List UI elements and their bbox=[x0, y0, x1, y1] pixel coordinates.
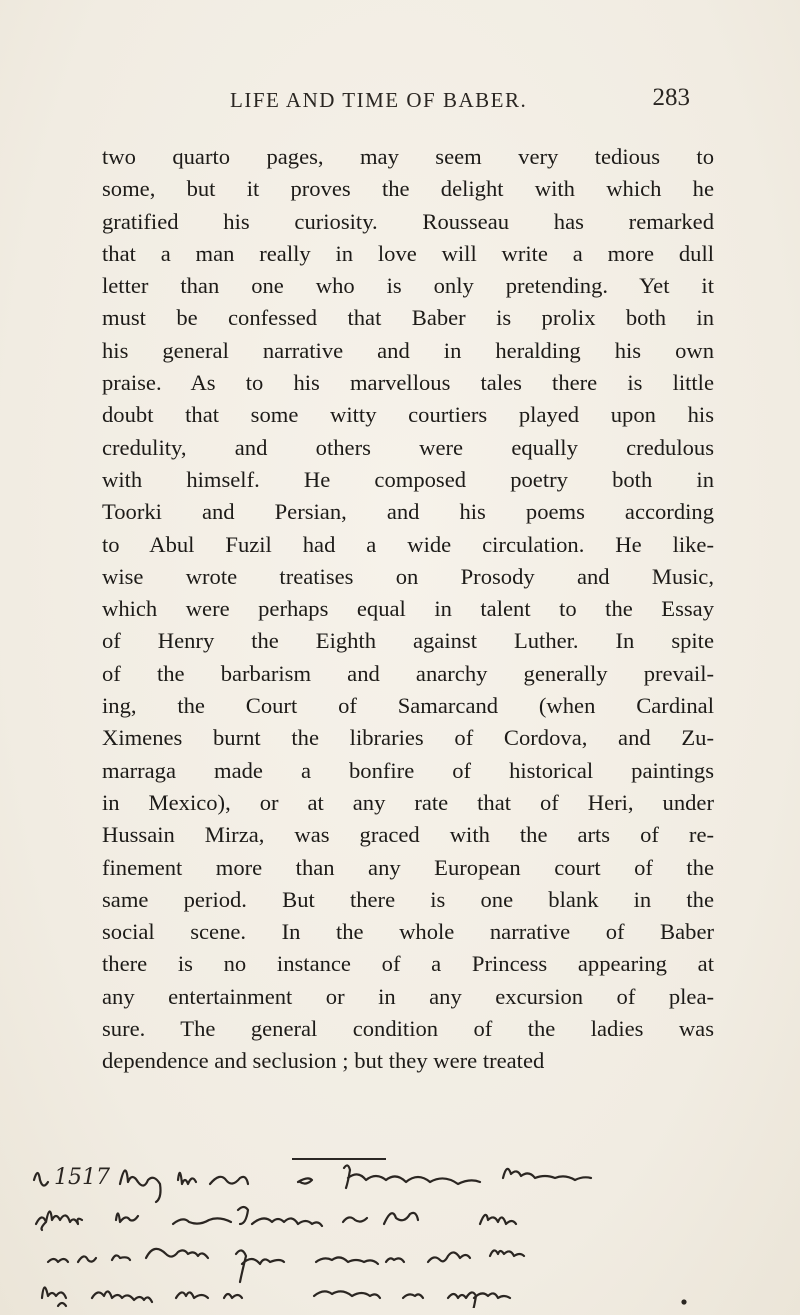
text-line: gratified his curiosity. Rousseau has remarked bbox=[102, 208, 714, 234]
handwritten-date: 1517 bbox=[54, 1165, 110, 1190]
text-line: of the barbarism and anarchy generally prevail- bbox=[102, 660, 714, 686]
text-line: there is no instance of a Princess appearing at bbox=[102, 951, 714, 977]
running-head: LIFE AND TIME OF BABER. bbox=[230, 88, 528, 112]
page-number: 283 bbox=[652, 84, 690, 111]
text-line: credulity, and others were equally credulous bbox=[102, 434, 714, 460]
text-line: ing, the Court of Samarcand (when Cardinal bbox=[102, 693, 714, 719]
text-line: must be confessed that Baber is prolix both in bbox=[102, 305, 714, 331]
handwriting-scribble bbox=[28, 1158, 776, 1308]
text-line: any entertainment or in any excursion of plea- bbox=[102, 983, 714, 1009]
text-line: same period. But there is one blank in the bbox=[102, 886, 714, 912]
text-line: in Mexico), or at any rate that of Heri, under bbox=[102, 789, 714, 815]
text-line: that a man really in love will write a more dull bbox=[102, 240, 714, 266]
text-line: doubt that some witty courtiers played upon his bbox=[102, 402, 714, 428]
text-line: finement more than any European court of the bbox=[102, 854, 714, 880]
text-line: marraga made a bonfire of historical paintings bbox=[102, 757, 714, 783]
handwritten-annotation bbox=[28, 1158, 776, 1308]
text-line: wise wrote treatises on Prosody and Music, bbox=[102, 563, 714, 589]
text-line: Hussain Mirza, was graced with the arts of re- bbox=[102, 822, 714, 848]
text-line: Ximenes burnt the libraries of Cordova, and Zu- bbox=[102, 725, 714, 751]
text-line: social scene. In the whole narrative of Baber bbox=[102, 919, 714, 945]
text-line: dependence and seclusion ; but they were treated bbox=[102, 1048, 545, 1074]
text-line: with himself. He composed poetry both in bbox=[102, 466, 714, 492]
text-line: praise. As to his marvellous tales there is little bbox=[102, 370, 714, 396]
text-line: his general narrative and in heralding his own bbox=[102, 337, 714, 363]
text-line: sure. The general condition of the ladies was bbox=[102, 1016, 714, 1042]
text-line: some, but it proves the delight with which he bbox=[102, 176, 714, 202]
text-line: letter than one who is only pretending. Yet it bbox=[102, 273, 714, 299]
text-line: to Abul Fuzil had a wide circulation. He like- bbox=[102, 531, 714, 557]
text-line: of Henry the Eighth against Luther. In spite bbox=[102, 628, 714, 654]
body-text bbox=[102, 141, 714, 1078]
text-line: which were perhaps equal in talent to the Essay bbox=[102, 596, 714, 622]
text-line: two quarto pages, may seem very tedious to bbox=[102, 144, 714, 169]
text-line: Toorki and Persian, and his poems according bbox=[102, 499, 714, 525]
